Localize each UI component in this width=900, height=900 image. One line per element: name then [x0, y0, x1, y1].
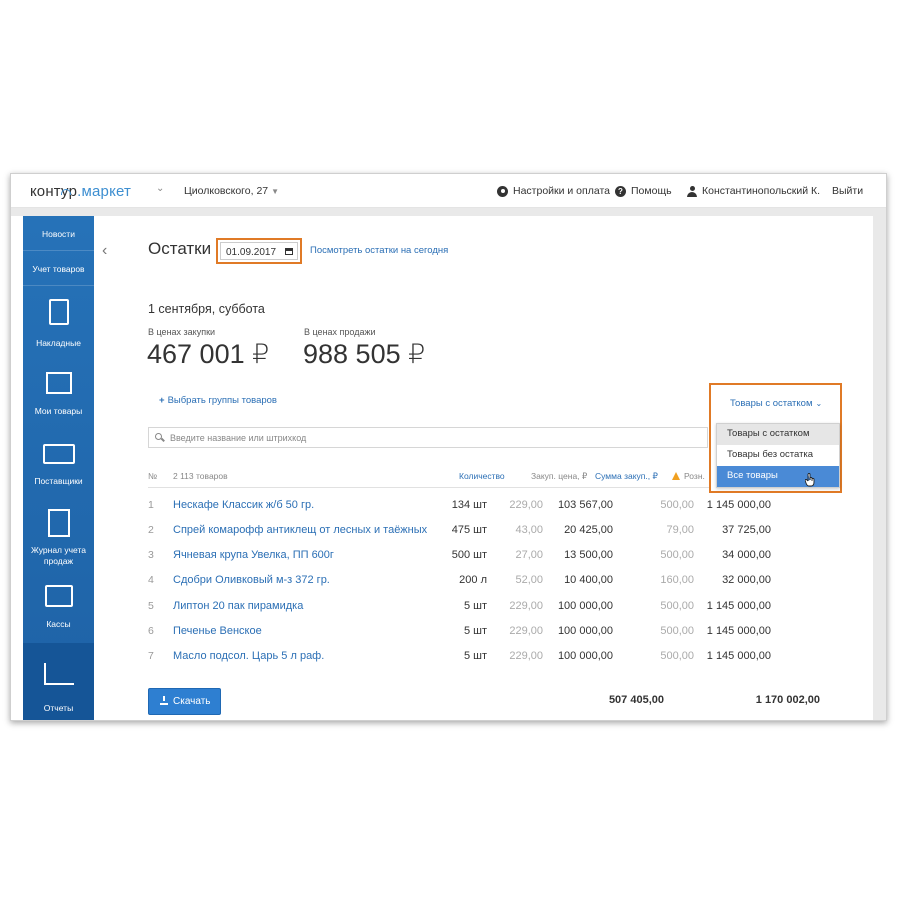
hand-cursor-icon	[805, 473, 815, 487]
product-link[interactable]: Спрей комарофф антиклещ от лесных и таёжных	[173, 524, 428, 536]
help-link[interactable]: ? Помощь	[615, 185, 672, 197]
product-link[interactable]: Ячневая крупа Увелка, ПП 600г	[173, 549, 334, 561]
table-row: 7 Масло подсол. Царь 5 л раф. 5 шт 229,00 100 000,00 500,00 1 145 000,00	[148, 650, 771, 662]
filter-highlight	[709, 383, 842, 493]
stock-filter-dropdown	[716, 423, 840, 488]
select-groups-link[interactable]: + Выбрать группы товаров	[159, 395, 277, 406]
back-arrow-icon[interactable]: ‹	[102, 242, 108, 259]
sidebar-item-my-goods[interactable]: Мои товары	[23, 356, 94, 426]
bar-chart-icon	[44, 663, 74, 685]
header-purchase-sum[interactable]: Сумма закуп., ₽	[595, 471, 658, 481]
app-window	[10, 173, 887, 721]
sale-caption: В ценах продажи	[304, 327, 376, 337]
purchase-caption: В ценах закупки	[148, 327, 216, 337]
stock-filter-toggle[interactable]: Товары с остатком ⌄	[730, 398, 823, 409]
plus-icon: +	[159, 395, 165, 406]
date-picker-highlight	[216, 238, 302, 264]
table-row: 5 Липтон 20 пак пирамидка 5 шт 229,00 100 000,00 500,00 1 145 000,00	[148, 600, 771, 612]
help-icon: ?	[615, 186, 626, 197]
user-menu[interactable]: Константинопольский К.	[687, 185, 820, 197]
main-content	[94, 216, 873, 721]
gear-icon	[497, 186, 508, 197]
download-button[interactable]: Скачать	[148, 688, 221, 715]
sidebar	[23, 216, 94, 721]
calendar-icon[interactable]	[285, 248, 293, 255]
top-bar	[11, 174, 886, 208]
sale-total: 988 505 ₽	[303, 339, 426, 369]
filter-option-all[interactable]: Все товары	[717, 466, 839, 487]
clipboard-icon	[49, 299, 69, 325]
table-row: 2 Спрей комарофф антиклещ от лесных и таёжных 475 шт 43,00 20 425,00 79,00 37 725,00	[148, 524, 771, 536]
header-retail-price[interactable]: Розн.	[672, 471, 705, 481]
top-spacer	[11, 208, 886, 216]
header-purchase-price[interactable]: Закуп. цена, ₽	[531, 471, 588, 481]
product-link[interactable]: Нескафе Классик ж/б 50 гр.	[173, 499, 315, 511]
date-input[interactable]: 01.09.2017	[220, 242, 298, 260]
chevron-down-icon: ⌄	[815, 399, 823, 408]
search-icon	[155, 433, 162, 440]
sidebar-item-sales-journal[interactable]: Журнал учета продаж	[23, 496, 94, 571]
sidebar-item-registers[interactable]: Кассы	[23, 571, 94, 643]
truck-icon	[43, 444, 75, 464]
logo[interactable]: контур.маркет	[30, 183, 132, 200]
logout-link[interactable]: Выйти	[832, 185, 864, 197]
purchase-total: 467 001 ₽	[147, 339, 270, 369]
table-row: 6 Печенье Венское 5 шт 229,00 100 000,00 500,00 1 145 000,00	[148, 625, 771, 637]
settings-link[interactable]: Настройки и оплата	[497, 185, 610, 197]
page-title: Остатки	[148, 239, 212, 258]
journal-icon	[48, 509, 70, 537]
total-retail: 1 170 002,00	[755, 694, 820, 706]
user-icon	[687, 186, 697, 197]
product-link[interactable]: Сдобри Оливковый м-з 372 гр.	[173, 574, 330, 586]
filter-option-with-stock[interactable]: Товары с остатком	[717, 424, 839, 445]
header-qty[interactable]: Количество	[459, 471, 505, 481]
day-title: 1 сентября, суббота	[148, 302, 265, 316]
table-row: 1 Нескафе Классик ж/б 50 гр. 134 шт 229,00 103 567,00 500,00 1 145 000,00	[148, 499, 771, 511]
header-num: №	[148, 471, 158, 481]
warning-icon	[672, 472, 680, 480]
sidebar-item-suppliers[interactable]: Поставщики	[23, 426, 94, 496]
table-row: 3 Ячневая крупа Увелка, ПП 600г 500 шт 27,00 13 500,00 500,00 34 000,00	[148, 549, 771, 561]
total-purchase: 507 405,00	[608, 694, 664, 706]
chevron-down-icon[interactable]: ⌄	[156, 183, 165, 194]
sidebar-item-goods-accounting[interactable]: Учет товаров	[23, 251, 94, 286]
right-gutter	[873, 216, 887, 721]
sidebar-item-reports[interactable]: Отчеты	[23, 643, 94, 721]
register-icon	[45, 585, 73, 607]
header-count: 2 113 товаров	[173, 471, 228, 481]
box-icon	[46, 372, 72, 394]
product-link[interactable]: Липтон 20 пак пирамидка	[173, 600, 304, 612]
today-link[interactable]: Посмотреть остатки на сегодня	[310, 245, 449, 256]
search-input[interactable]: Введите название или штрихкод	[148, 427, 708, 448]
product-link[interactable]: Печенье Венское	[173, 625, 262, 637]
store-selector[interactable]: Циолковского, 27 ▼	[184, 185, 280, 197]
download-icon	[160, 696, 168, 705]
cloud-icon	[61, 189, 71, 195]
product-link[interactable]: Масло подсол. Царь 5 л раф.	[173, 650, 325, 662]
sidebar-item-news[interactable]: Новости	[23, 216, 94, 251]
table-row: 4 Сдобри Оливковый м-з 372 гр. 200 л 52,00 10 400,00 160,00 32 000,00	[148, 574, 771, 586]
caret-down-icon: ▼	[271, 187, 280, 196]
filter-option-without-stock[interactable]: Товары без остатка	[727, 449, 814, 460]
sidebar-item-invoices[interactable]: Накладные	[23, 286, 94, 356]
